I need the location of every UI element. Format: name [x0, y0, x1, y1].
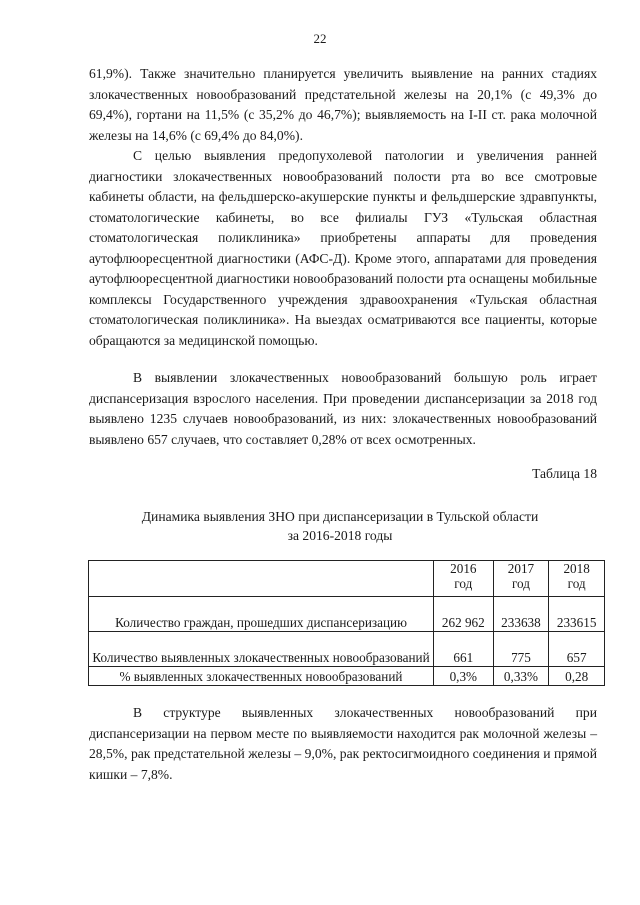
- table-header-2017: [493, 561, 549, 597]
- table-title: [60, 507, 620, 545]
- table-row: [89, 667, 605, 686]
- table-cell: 233638: [493, 597, 549, 632]
- row-label: Количество выявленных злокачественных новообразований: [89, 632, 434, 667]
- table-header-row: [89, 561, 605, 597]
- paragraph-2: С целью выявления предопухолевой патологии и увеличения ранней диагностики злокачественных новообразований полости рта во все смотровые кабинеты области, на фельдшерско-акушерские пункты и фельдшерские здравпункты, стоматологические кабинеты, во все филиалы ГУЗ «Тульская областная стоматологическая поликлиника» приобретены аппараты для проведения аутофлюоресцентной диагностики (АФС-Д). Кроме этого, аппаратами для проведения аутофлюоресцентной диагностики новообразований полости рта оснащены мобильные комплексы Государственного учреждения здравоохранения «Тульская областная стоматологическая поликлиника». На выездах осматриваются все пациенты, которые обращаются за медицинской помощью.: [89, 148, 597, 348]
- header-unit: год: [511, 576, 530, 591]
- table-row: [89, 597, 605, 632]
- table-cell: 262 962: [434, 597, 494, 632]
- table-header-2018: [549, 561, 605, 597]
- paragraph-4: В структуре выявленных злокачественных новообразований при диспансеризации на первом месте по выявляемости находится рак молочной железы – 28,5%, рак предстательной железы – 9,0%, рак ректосигмоидного соединения и прямой кишки – 7,8%.: [89, 705, 597, 782]
- table-cell: 0,33%: [493, 667, 549, 686]
- table-cell: 0,28: [549, 667, 605, 686]
- table-header-empty: [89, 561, 434, 597]
- header-year: 2016: [450, 561, 477, 576]
- table-title-line-2: за 2016-2018 годы: [287, 528, 393, 543]
- screening-table: [88, 560, 605, 686]
- table-cell: 0,3%: [434, 667, 494, 686]
- header-unit: год: [567, 576, 586, 591]
- table-label: Таблица 18: [532, 466, 597, 481]
- page-number: 22: [313, 31, 327, 46]
- row-label: % выявленных злокачественных новообразований: [89, 667, 434, 686]
- table-cell: 233615: [549, 597, 605, 632]
- table-title-line-1: Динамика выявления ЗНО при диспансеризации в Тульской области: [141, 509, 539, 524]
- header-unit: год: [454, 576, 473, 591]
- header-year: 2017: [507, 561, 535, 576]
- table-cell: 657: [549, 632, 605, 667]
- header-year: 2018: [563, 561, 590, 576]
- table-cell: 661: [434, 632, 494, 667]
- table-cell: 775: [493, 632, 549, 667]
- paragraph-1: 61,9%). Также значительно планируется увеличить выявление на ранних стадиях злокачественных новообразований предстательной железы на 20,1% (с 49,3% до 69,4%), гортани на 11,5% (с 35,2% до 46,7%); выявляемость на I-II ст. рака молочной железы на 14,6% (с 69,4% до 84,0%).: [89, 66, 597, 143]
- table-header-2016: [434, 561, 494, 597]
- row-label: Количество граждан, прошедших диспансеризацию: [89, 597, 434, 632]
- paragraph-3: В выявлении злокачественных новообразований большую роль играет диспансеризация взрослого населения. При проведении диспансеризации за 2018 год выявлено 1235 случаев новообразований, из них: злокачественных новообразований выявлено 657 случаев, что составляет 0,28% от всех осмотренных.: [89, 370, 597, 447]
- table-row: [89, 632, 605, 667]
